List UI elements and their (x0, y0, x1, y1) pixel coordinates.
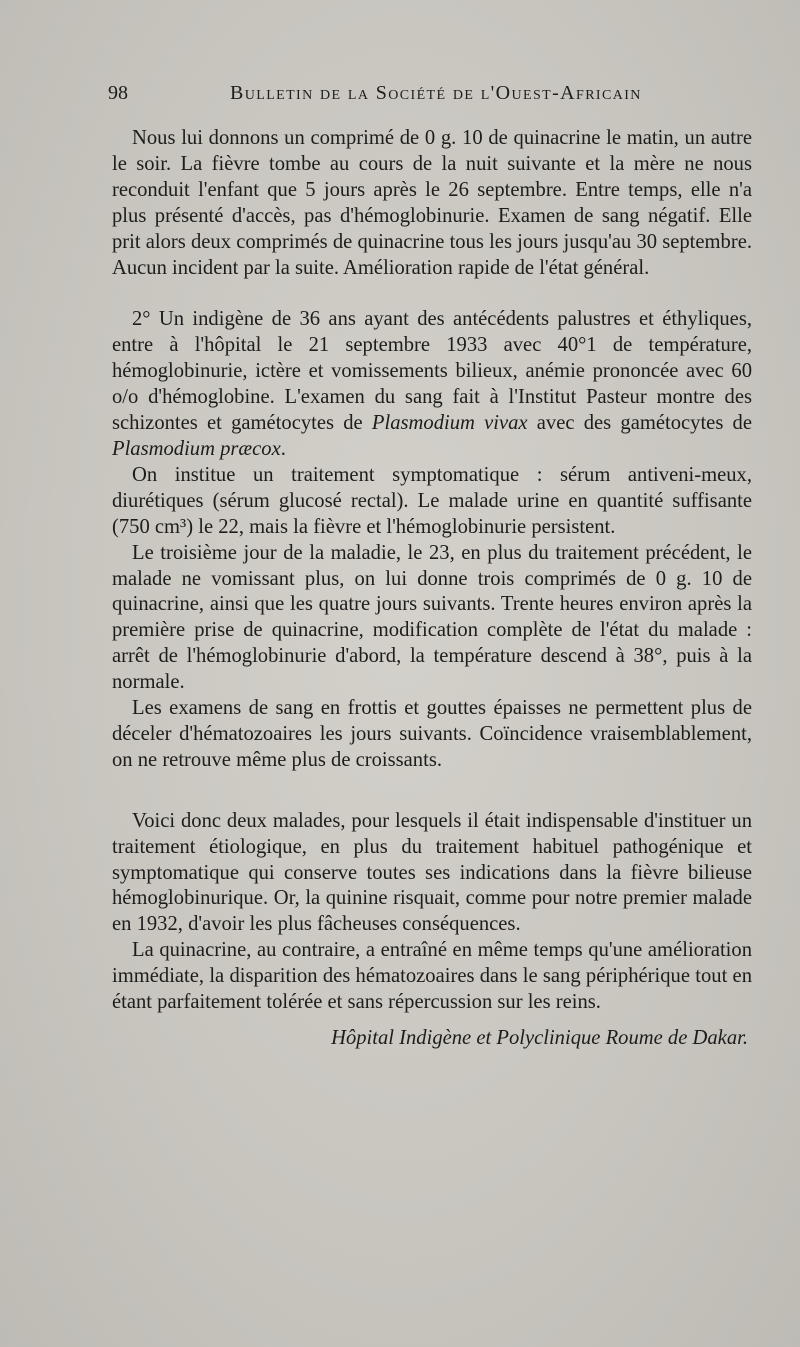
paragraph-2-text-b: avec des gamétocytes de (527, 412, 752, 435)
article-body (112, 126, 752, 1052)
signature-line: Hôpital Indigène et Polyclinique Roume de Dakar. (331, 1027, 748, 1049)
page-number: 98 (108, 82, 128, 104)
paragraph-7: La quinacrine, au contraire, a entraîné en même temps qu'une amélioration immédiate, la disparition des hématozoaires dans le sang périphérique tout en étant parfaitement tolérée et sans répercussion sur les reins. (112, 939, 752, 1014)
species-praecox: Plasmodium præcox (112, 437, 281, 460)
page-header (108, 82, 740, 112)
paragraph-2 (112, 307, 752, 462)
paragraph-2-text-c: . (280, 437, 286, 460)
paragraph-2-text-a: 2° Un indigène de 36 ans ayant des antécédents palustres et éthyliques, entre à l'hôpital le 21 septembre 1933 avec 40°1 de température, hémoglobinurie, ictère et vomissements bilieux, anémie prononcée avec 60 o/o d'hémoglobine. L'examen du sang fait à l'Institut Pasteur montre des schizontes et gamétocytes de (112, 308, 752, 435)
paragraph-3: On institue un traitement symptomatique : sérum antiveni-meux, diurétiques (sérum glucosé rectal). Le malade urine en quantité suffisante (750 cm³) le 22, mais la fièvre et l'hémoglobinurie persistent. (112, 463, 752, 538)
paragraph-6: Voici donc deux malades, pour lesquels il était indispensable d'instituer un traitement étiologique, en plus du traitement habituel pathogénique et symptomatique qui conserve toutes ses indications dans la fièvre bilieuse hémoglobinurique. Or, la quinine risquait, comme pour notre premier malade en 1932, d'avoir les plus fâcheuses conséquences. (112, 809, 752, 936)
paragraph-1: Nous lui donnons un comprimé de 0 g. 10 de quinacrine le matin, un autre le soir. La fièvre tombe au cours de la nuit suivante et la mère ne nous reconduit l'enfant que 5 jours après le 26 septembre. Entre temps, elle n'a plus présenté d'accès, pas d'hémoglobinurie. Examen de sang négatif. Elle prit alors deux comprimés de quinacrine tous les jours jusqu'au 30 septembre. Aucun incident par la suite. Amélioration rapide de l'état général. (112, 127, 752, 279)
species-vivax: Plasmodium vivax (371, 412, 528, 435)
running-title: Bulletin de la Société de l'Ouest-Africain (230, 82, 642, 104)
paragraph-4: Le troisième jour de la maladie, le 23, en plus du traitement précédent, le malade ne vomissant plus, on lui donne trois comprimés de 0 g. 10 de quinacrine, ainsi que les quatre jours suivants. Trente heures environ après la première prise de quinacrine, modification complète de l'état du malade : arrêt de l'hémoglobinurie d'abord, la température descend à 38°, puis à la normale. (112, 541, 752, 694)
paragraph-5: Les examens de sang en frottis et gouttes épaisses ne permettent plus de déceler d'hématozoaires les jours suivants. Coïncidence vraisemblablement, on ne retrouve même plus de croissants. (112, 697, 752, 771)
